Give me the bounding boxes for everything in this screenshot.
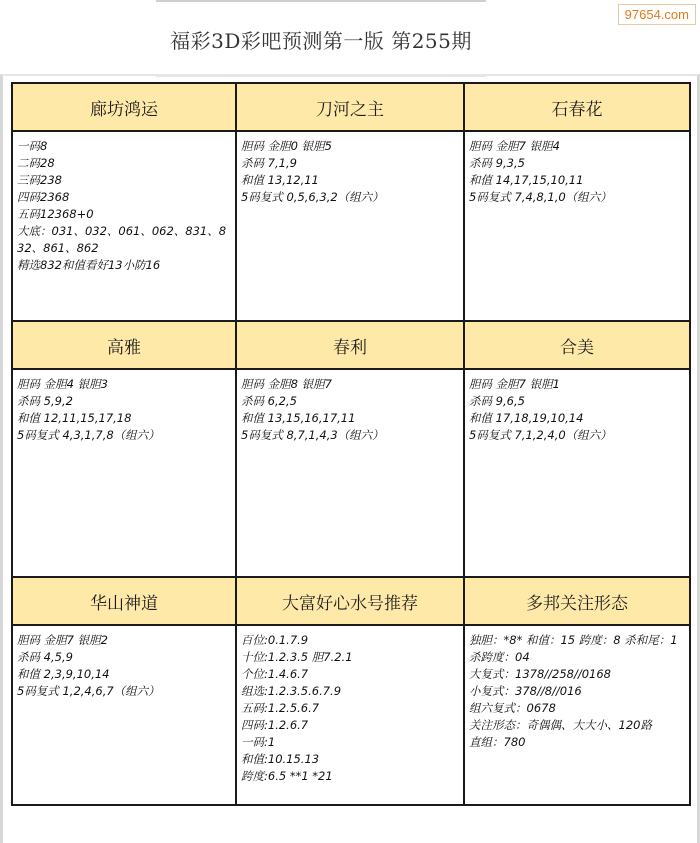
prediction-line: 五码:1.2.5.6.7: [241, 701, 320, 715]
prediction-line: 和值 17,18,19,10,14: [469, 411, 584, 425]
header-row-1: [12, 83, 690, 131]
prediction-grid: [11, 82, 691, 806]
expert-name-cell: [464, 83, 690, 131]
expert-content-cell: [236, 131, 464, 321]
prediction-line: 四码2368: [17, 190, 70, 204]
prediction-line: 四码:1.2.6.7: [241, 718, 309, 732]
prediction-lines: [237, 370, 463, 448]
prediction-line: 组选:1.2.3.5.6.7.9: [241, 684, 342, 698]
prediction-line: 和值 2,3,9,10,14: [17, 667, 110, 681]
prediction-line: 和值 14,17,15,10,11: [469, 173, 584, 187]
prediction-line: 胆码 金胆0 银胆5: [241, 139, 332, 153]
prediction-line: 胆码 金胆8 银胆7: [241, 377, 332, 391]
prediction-line: 5码复式 7,1,2,4,0（组六）: [469, 428, 612, 442]
expert-name: 多邦关注形态: [526, 593, 628, 614]
title-bar: [156, 0, 486, 77]
expert-content-cell: [12, 369, 236, 577]
prediction-line: 和值 13,12,11: [241, 173, 319, 187]
expert-name-cell: [12, 577, 236, 625]
expert-name-cell: [12, 321, 236, 369]
prediction-line: 直组：780: [469, 735, 526, 749]
prediction-line: 大复式：1378//258//0168: [469, 667, 611, 681]
expert-name-cell: [236, 83, 464, 131]
expert-content-cell: [236, 625, 464, 805]
expert-name: 合美: [560, 337, 594, 358]
prediction-lines: [13, 370, 235, 448]
prediction-lines: [465, 626, 689, 755]
prediction-line: 和值 12,11,15,17,18: [17, 411, 132, 425]
prediction-line: 一码8: [17, 139, 48, 153]
prediction-lines: [465, 132, 689, 210]
header-row-3: [12, 577, 690, 625]
expert-content-cell: [12, 131, 236, 321]
prediction-line: 百位:0.1.7.9: [241, 633, 309, 647]
prediction-lines: [237, 132, 463, 210]
expert-name: 石春花: [551, 99, 603, 120]
prediction-line: 关注形态：奇偶偶、大大小、120路: [469, 718, 652, 732]
prediction-line: 杀码 9,6,5: [469, 394, 525, 408]
expert-name: 廊坊鸿运: [90, 99, 158, 120]
prediction-line: 精选832和值看好13小防16: [17, 258, 161, 272]
expert-name: 春利: [333, 337, 367, 358]
prediction-line: 独胆：*8* 和值：15 跨度：8 杀和尾：1 杀跨度：04: [469, 633, 682, 664]
prediction-line: 杀码 7,1,9: [241, 156, 297, 170]
expert-content-cell: [464, 625, 690, 805]
prediction-line: 胆码 金胆7 银胆2: [17, 633, 108, 647]
prediction-line: 5码复式 7,4,8,1,0（组六）: [469, 190, 612, 204]
prediction-line: 十位:1.2.3.5 胆7.2.1: [241, 650, 353, 664]
prediction-line: 组六复式：0678: [469, 701, 556, 715]
expert-name-cell: [12, 83, 236, 131]
prediction-line: 小复式：378//8//016: [469, 684, 582, 698]
prediction-line: 杀码 5,9,2: [17, 394, 73, 408]
expert-content-cell: [464, 131, 690, 321]
prediction-line: 五码12368+0: [17, 207, 94, 221]
content-row-1: [12, 131, 690, 321]
prediction-lines: [465, 370, 689, 448]
expert-name-cell: [464, 321, 690, 369]
prediction-line: 杀码 9,3,5: [469, 156, 525, 170]
prediction-line: 5码复式 1,2,4,6,7（组六）: [17, 684, 160, 698]
prediction-line: 5码复式 0,5,6,3,2（组六）: [241, 190, 384, 204]
prediction-lines: [13, 132, 235, 278]
expert-name: 华山神道: [90, 593, 158, 614]
expert-content-cell: [12, 625, 236, 805]
prediction-line: 胆码 金胆7 银胆4: [469, 139, 560, 153]
expert-name-cell: [464, 577, 690, 625]
prediction-line: 5码复式 4,3,1,7,8（组六）: [17, 428, 160, 442]
prediction-line: 跨度:6.5 **1 *21: [241, 769, 333, 783]
expert-name: 刀河之主: [316, 99, 384, 120]
content-row-2: [12, 369, 690, 577]
expert-name-cell: [236, 577, 464, 625]
prediction-line: 和值 13,15,16,17,11: [241, 411, 356, 425]
prediction-line: 和值:10.15.13: [241, 752, 320, 766]
prediction-lines: [237, 626, 463, 789]
prediction-line: 胆码 金胆4 银胆3: [17, 377, 108, 391]
expert-name-cell: [236, 321, 464, 369]
expert-name: 大富好心水号推荐: [282, 593, 418, 614]
expert-content-cell: [236, 369, 464, 577]
content-row-3: [12, 625, 690, 805]
prediction-line: 杀码 6,2,5: [241, 394, 297, 408]
prediction-line: 胆码 金胆7 银胆1: [469, 377, 560, 391]
site-watermark: 97654.com: [618, 4, 696, 25]
prediction-line: 一码:1: [241, 735, 276, 749]
expert-name: 高雅: [107, 337, 141, 358]
prediction-line: 杀码 4,5,9: [17, 650, 73, 664]
prediction-line: 大底：031、032、061、062、831、832、861、862: [17, 224, 227, 255]
prediction-line: 5码复式 8,7,1,4,3（组六）: [241, 428, 384, 442]
page-title: 福彩3D彩吧预测第一版 第255期: [170, 28, 472, 53]
header-row-2: [12, 321, 690, 369]
content-frame: [0, 74, 700, 843]
prediction-line: 二码28: [17, 156, 55, 170]
prediction-line: 个位:1.4.6.7: [241, 667, 309, 681]
expert-content-cell: [464, 369, 690, 577]
prediction-line: 三码238: [17, 173, 62, 187]
prediction-lines: [13, 626, 235, 704]
